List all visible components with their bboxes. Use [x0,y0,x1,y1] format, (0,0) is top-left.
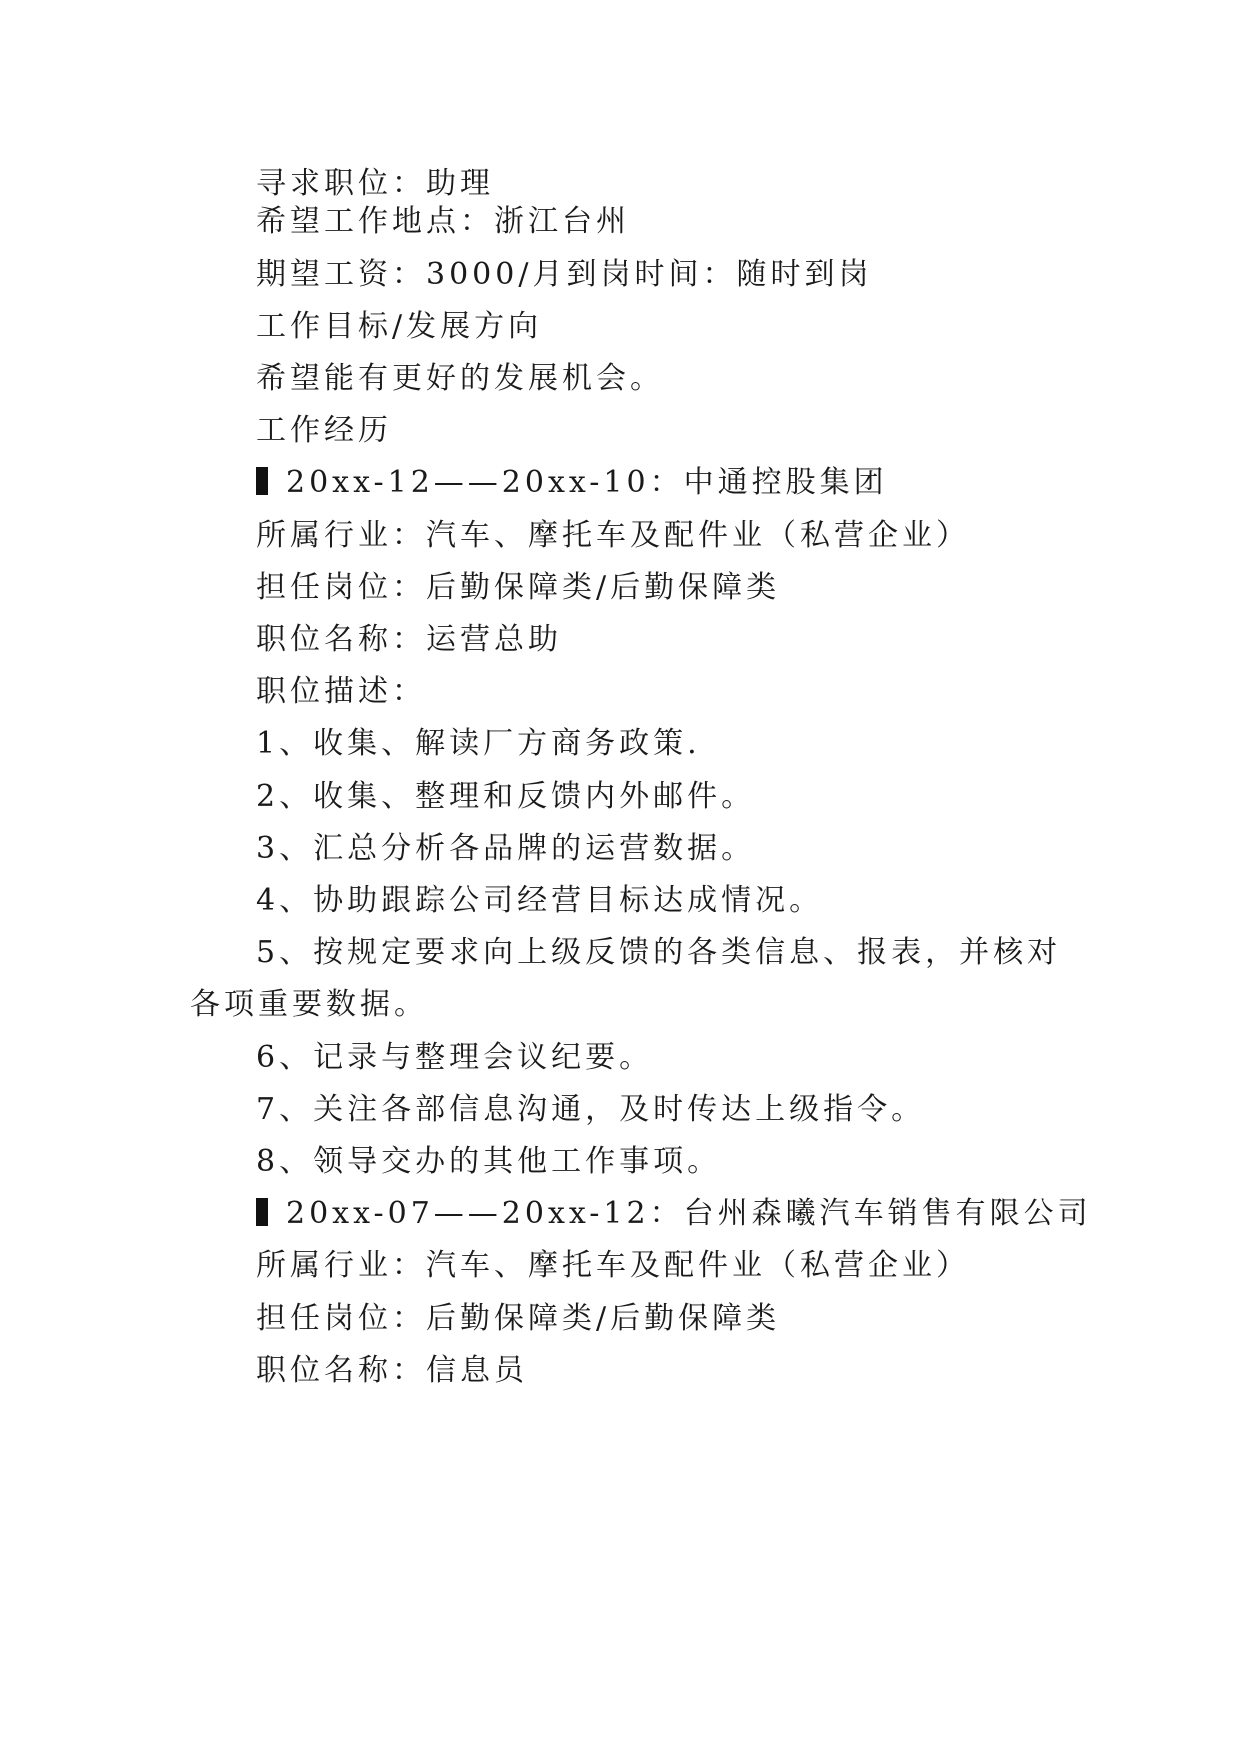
job-1-header [256,463,888,503]
duty-item [256,724,701,764]
goal-text-line [256,359,664,399]
duty-item-text: 5、按规定要求向上级反馈的各类信息、报表，并核对 [256,935,1062,970]
desired-location-line [256,202,630,242]
duty-item [256,1090,925,1130]
job-1-title: 职位名称：运营总助 [256,622,562,657]
duty-item [256,1038,653,1078]
job-1-post: 担任岗位：后勤保障类/后勤保障类 [256,570,781,605]
job-2-post-line [256,1299,780,1339]
desired-position-line [256,164,494,204]
goal-heading [256,307,542,347]
duty-item-text: 6、记录与整理会议纪要。 [256,1040,654,1075]
duty-item-text: 1、收集、解读厂方商务政策. [256,726,701,761]
duty-item-text: 2、收集、整理和反馈内外邮件。 [256,779,756,814]
duty-item-text: 7、关注各部信息沟通，及时传达上级指令。 [256,1092,926,1127]
job-2-industry: 所属行业：汽车、摩托车及配件业（私营企业） [256,1248,970,1283]
job-2-title: 职位名称：信息员 [256,1353,528,1388]
duty-item-continuation-text: 各项重要数据。 [190,987,428,1022]
duty-item [256,1142,721,1182]
bullet-marker-icon [256,467,268,495]
duty-item-continuation [190,985,428,1025]
work-history-heading-text: 工作经历 [256,413,392,448]
job-2-header [256,1194,1092,1234]
job-1-industry-line [256,516,970,556]
job-1-description-heading [256,672,426,712]
duty-item [256,829,755,869]
job-1-industry: 所属行业：汽车、摩托车及配件业（私营企业） [256,518,970,553]
expected-salary-text: 期望工资：3000/月到岗时间：随时到岗 [256,257,873,292]
expected-salary-line [256,255,872,295]
duty-item-text: 4、协助跟踪公司经营目标达成情况。 [256,883,824,918]
job-1-title-line [256,620,562,660]
duty-item-text: 8、领导交办的其他工作事项。 [256,1144,722,1179]
job-2-post: 担任岗位：后勤保障类/后勤保障类 [256,1301,781,1336]
duty-item [256,881,823,921]
job-1-description-label: 职位描述： [256,674,426,709]
job-1-post-line [256,568,780,608]
duty-item [256,777,755,817]
desired-location-text: 希望工作地点：浙江台州 [256,204,630,239]
job-2-industry-line [256,1246,970,1286]
desired-position-text: 寻求职位：助理 [256,166,494,201]
job-1-period-company: 20xx-12——20xx-10：中通控股集团 [286,465,888,500]
job-2-period-company: 20xx-07——20xx-12：台州森曦汽车销售有限公司 [286,1196,1092,1231]
work-history-heading [256,411,392,451]
goal-text: 希望能有更好的发展机会。 [256,361,664,396]
duty-item-text: 3、汇总分析各品牌的运营数据。 [256,831,756,866]
duty-item [256,933,1061,973]
job-2-title-line [256,1351,528,1391]
bullet-marker-icon [256,1198,268,1226]
goal-heading-text: 工作目标/发展方向 [256,309,543,344]
